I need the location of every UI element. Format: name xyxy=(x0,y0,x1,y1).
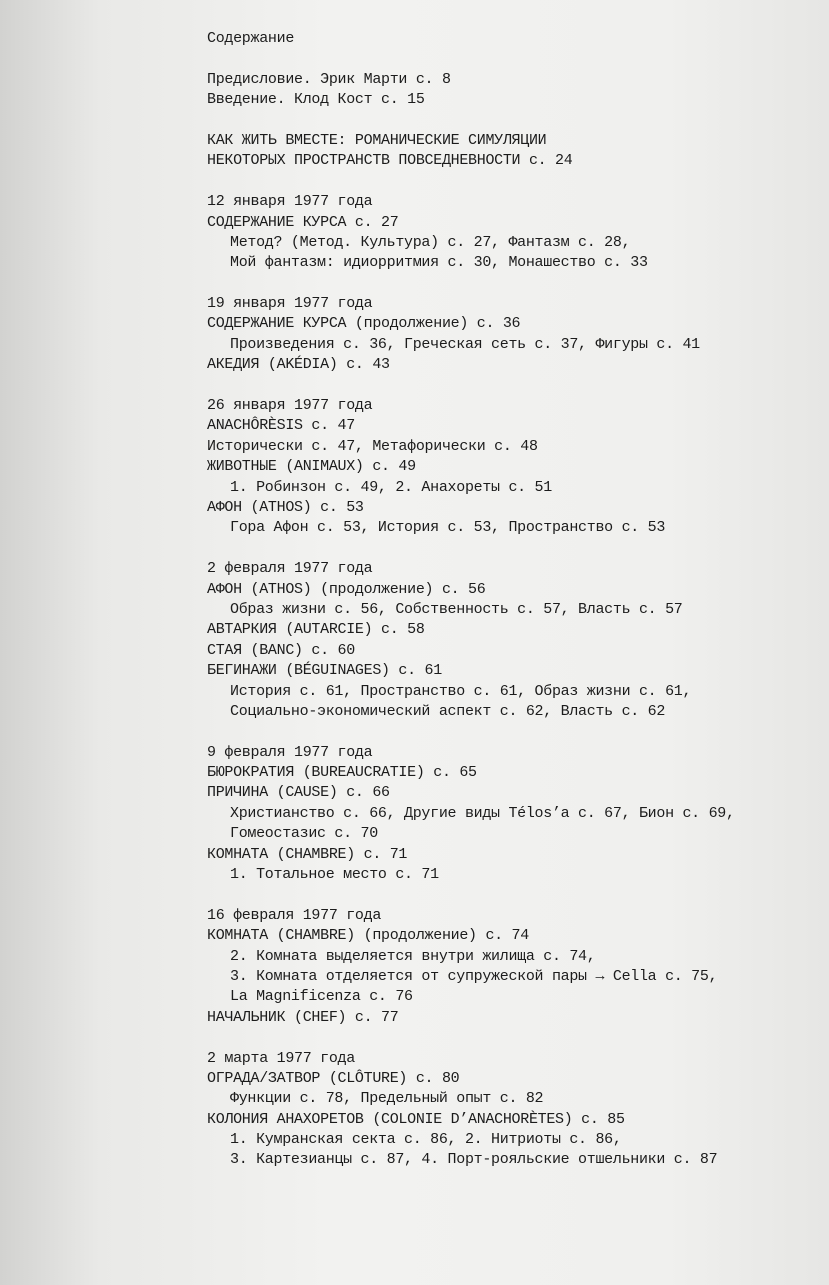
spacer xyxy=(207,49,807,69)
toc-subentry: Мой фантазм: идиорритмия с. 30, Монашество с. 33 xyxy=(230,254,648,272)
toc-entry: КОМНАТА (CHAMBRE) с. 71 xyxy=(207,845,408,863)
toc-section xyxy=(207,906,807,1028)
toc-entry: 16 февраля 1977 года xyxy=(207,906,382,924)
toc-entry: НЕКОТОРЫХ ПРОСТРАНСТВ ПОВСЕДНЕВНОСТИ с. 24 xyxy=(207,152,573,170)
spacer xyxy=(207,111,807,131)
toc-subentry: Социально-экономический аспект с. 62, Власть с. 62 xyxy=(230,702,666,720)
toc-entry: СОДЕРЖАНИЕ КУРСА (продолжение) с. 36 xyxy=(207,315,521,333)
toc-subentry: Метод? (Метод. Культура) с. 27, Фантазм с. 28, xyxy=(230,233,631,251)
toc-entry: АКЕДИЯ (AKÉDIA) с. 43 xyxy=(207,356,390,374)
toc-entry: ANACHÔRÈSIS с. 47 xyxy=(207,417,355,435)
toc-entry: ОГРАДА/ЗАТВОР (CLÔTURE) с. 80 xyxy=(207,1069,460,1087)
spacer xyxy=(207,539,807,559)
toc-subentry: Гомеостазис с. 70 xyxy=(230,825,378,843)
toc-section xyxy=(207,559,807,722)
toc-entry: 2 марта 1977 года xyxy=(207,1049,355,1067)
toc-entry: 26 января 1977 года xyxy=(207,397,373,415)
toc-entry: Введение. Клод Кост с. 15 xyxy=(207,91,425,109)
toc-section xyxy=(207,131,807,172)
toc-section xyxy=(207,743,807,886)
spacer xyxy=(207,722,807,742)
toc-subentry: La Magnificenza с. 76 xyxy=(230,988,413,1006)
toc-section xyxy=(207,192,807,274)
toc-entry: АФОН (ATHOS) (продолжение) с. 56 xyxy=(207,580,486,598)
toc-entry: АФОН (ATHOS) с. 53 xyxy=(207,498,364,516)
toc-title: Содержание xyxy=(207,30,295,47)
toc-entry: 12 января 1977 года xyxy=(207,193,373,211)
toc-entry: ЖИВОТНЫЕ (ANIMAUX) с. 49 xyxy=(207,458,416,476)
spacer xyxy=(207,376,807,396)
toc-section xyxy=(207,294,807,376)
toc-entry: 2 февраля 1977 года xyxy=(207,560,373,578)
toc-entry: АВТАРКИЯ (AUTARCIE) с. 58 xyxy=(207,621,425,639)
spacer xyxy=(207,274,807,294)
toc-subentry: Функции с. 78, Предельный опыт с. 82 xyxy=(230,1090,544,1108)
toc-subentry: 1. Тотальное место с. 71 xyxy=(230,866,439,884)
toc-entry: КОЛОНИЯ АНАХОРЕТОВ (COLONIE D’ANACHORÈTES) с. 85 xyxy=(207,1110,625,1128)
spacer xyxy=(207,1028,807,1048)
toc-subentry: 3. Комната отделяется от супружеской пары → Cella с. 75, xyxy=(230,967,718,985)
toc-entry: 19 января 1977 года xyxy=(207,295,373,313)
toc-section xyxy=(207,1049,807,1171)
spacer xyxy=(207,172,807,192)
toc-entry: Предисловие. Эрик Марти с. 8 xyxy=(207,70,451,88)
toc-entry: КАК ЖИТЬ ВМЕСТЕ: РОМАНИЧЕСКИЕ СИМУЛЯЦИИ xyxy=(207,131,547,149)
toc-entry: Исторически с. 47, Метафорически с. 48 xyxy=(207,437,538,455)
toc-entry: СОДЕРЖАНИЕ КУРСА с. 27 xyxy=(207,213,399,231)
toc-subentry: Образ жизни с. 56, Собственность с. 57, Власть с. 57 xyxy=(230,600,683,618)
toc-subentry: История с. 61, Пространство с. 61, Образ жизни с. 61, xyxy=(230,682,692,700)
toc-entry: БЕГИНАЖИ (BÉGUINAGES) с. 61 xyxy=(207,662,442,680)
toc-subentry: 3. Картезианцы с. 87, 4. Порт-рояльские отшельники с. 87 xyxy=(230,1151,718,1169)
toc-section xyxy=(207,70,807,111)
table-of-contents xyxy=(207,29,807,1171)
toc-entry: БЮРОКРАТИЯ (BUREAUCRATIE) с. 65 xyxy=(207,764,477,782)
toc-subentry: 1. Кумранская секта с. 86, 2. Нитриоты с. 86, xyxy=(230,1131,622,1149)
toc-subentry: Гора Афон с. 53, История с. 53, Пространство с. 53 xyxy=(230,519,666,537)
toc-section xyxy=(207,396,807,539)
toc-subentry: Христианство с. 66, Другие виды Télos’а с. 67, Бион с. 69, xyxy=(230,804,735,822)
toc-subentry: Произведения с. 36, Греческая сеть с. 37, Фигуры с. 41 xyxy=(230,335,700,353)
toc-entry: ПРИЧИНА (CAUSE) с. 66 xyxy=(207,784,390,802)
toc-subentry: 2. Комната выделяется внутри жилища с. 74, xyxy=(230,947,596,965)
spacer xyxy=(207,885,807,905)
toc-entry: КОМНАТА (CHAMBRE) (продолжение) с. 74 xyxy=(207,927,529,945)
toc-subentry: 1. Робинзон с. 49, 2. Анахореты с. 51 xyxy=(230,478,552,496)
toc-entry: НАЧАЛЬНИК (CHEF) с. 77 xyxy=(207,1008,399,1026)
toc-entry: 9 февраля 1977 года xyxy=(207,743,373,761)
toc-entry: СТАЯ (BANC) с. 60 xyxy=(207,641,355,659)
